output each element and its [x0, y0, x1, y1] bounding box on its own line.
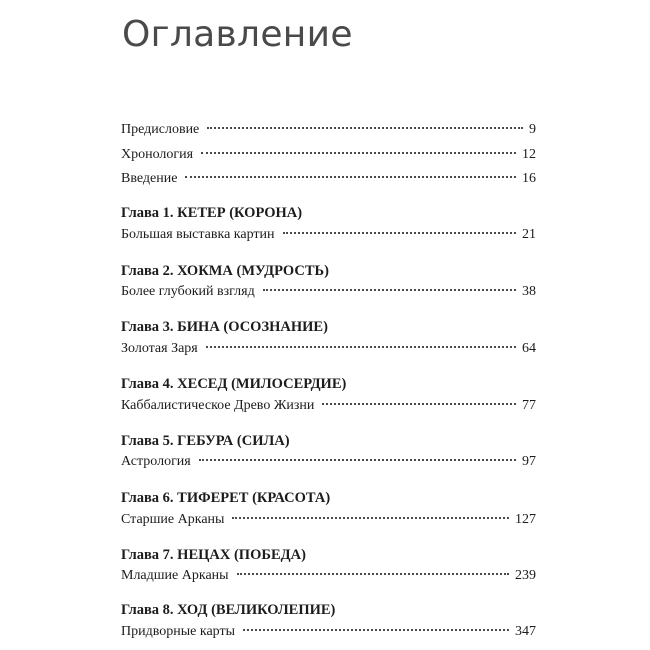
- dot-leader: [263, 289, 516, 291]
- toc-entry-chapter-1[interactable]: [121, 226, 536, 244]
- toc-entry-chapter-7[interactable]: [121, 567, 536, 585]
- chapter-heading-5[interactable]: Глава 5. ГЕБУРА (СИЛА): [121, 433, 290, 449]
- chapter-heading-7[interactable]: Глава 7. НЕЦАХ (ПОБЕДА): [121, 547, 306, 563]
- toc-entry-title: Старшие Арканы: [121, 512, 225, 527]
- toc-page-number: 16: [522, 171, 536, 186]
- chapter-heading-1[interactable]: Глава 1. КЕТЕР (КОРОНА): [121, 205, 303, 221]
- toc-entry-introduction[interactable]: [121, 170, 536, 188]
- toc-page-number: 127: [515, 512, 536, 527]
- toc-entry-chapter-6[interactable]: [121, 511, 536, 529]
- toc-page-number: 9: [529, 122, 536, 137]
- toc-page-number: 97: [522, 454, 536, 469]
- toc-entry-chapter-8[interactable]: [121, 623, 536, 641]
- toc-page-number: 64: [522, 341, 536, 356]
- toc-entry-chapter-3[interactable]: [121, 340, 536, 358]
- toc-entry-title: Хронология: [121, 147, 194, 162]
- chapter-heading-3[interactable]: Глава 3. БИНА (ОСОЗНАНИЕ): [121, 319, 328, 335]
- toc-page-number: 12: [522, 147, 536, 162]
- chapter-heading-2[interactable]: Глава 2. ХОКМА (МУДРОСТЬ): [121, 263, 329, 279]
- dot-leader: [243, 629, 509, 631]
- toc-page-number: 347: [515, 624, 536, 639]
- toc-entry-title: Более глубокий взгляд: [121, 284, 255, 299]
- dot-leader: [322, 403, 516, 405]
- dot-leader: [199, 459, 516, 461]
- chapter-heading-4[interactable]: Глава 4. ХЕСЕД (МИЛОСЕРДИЕ): [121, 376, 347, 392]
- toc-entry-title: Младшие Арканы: [121, 568, 229, 583]
- toc-entry-title: Введение: [121, 171, 178, 186]
- toc-entry-title: Каббалистическое Древо Жизни: [121, 398, 315, 413]
- toc-page-number: 239: [515, 568, 536, 583]
- page-title: Оглавление: [122, 14, 353, 55]
- toc-entry-chapter-2[interactable]: [121, 283, 536, 301]
- toc-entry-preface[interactable]: [121, 121, 536, 139]
- toc-entry-chronology[interactable]: [121, 146, 536, 164]
- toc-page-number: 21: [522, 227, 536, 242]
- toc-entry-title: Большая выставка картин: [121, 227, 275, 242]
- dot-leader: [201, 152, 516, 154]
- toc-page-number: 38: [522, 284, 536, 299]
- toc-entry-chapter-4[interactable]: [121, 397, 536, 415]
- toc-entry-chapter-5[interactable]: [121, 453, 536, 471]
- toc-entry-title: Астрология: [121, 454, 191, 469]
- toc-entry-title: Золотая Заря: [121, 341, 198, 356]
- toc-entry-title: Предисловие: [121, 122, 200, 137]
- toc-entry-title: Придворные карты: [121, 624, 235, 639]
- dot-leader: [206, 346, 516, 348]
- dot-leader: [237, 573, 509, 575]
- chapter-heading-8[interactable]: Глава 8. ХОД (ВЕЛИКОЛЕПИЕ): [121, 602, 336, 618]
- dot-leader: [232, 517, 509, 519]
- dot-leader: [185, 176, 516, 178]
- toc-page-number: 77: [522, 398, 536, 413]
- dot-leader: [207, 127, 523, 129]
- dot-leader: [283, 232, 516, 234]
- chapter-heading-6[interactable]: Глава 6. ТИФЕРЕТ (КРАСОТА): [121, 490, 331, 506]
